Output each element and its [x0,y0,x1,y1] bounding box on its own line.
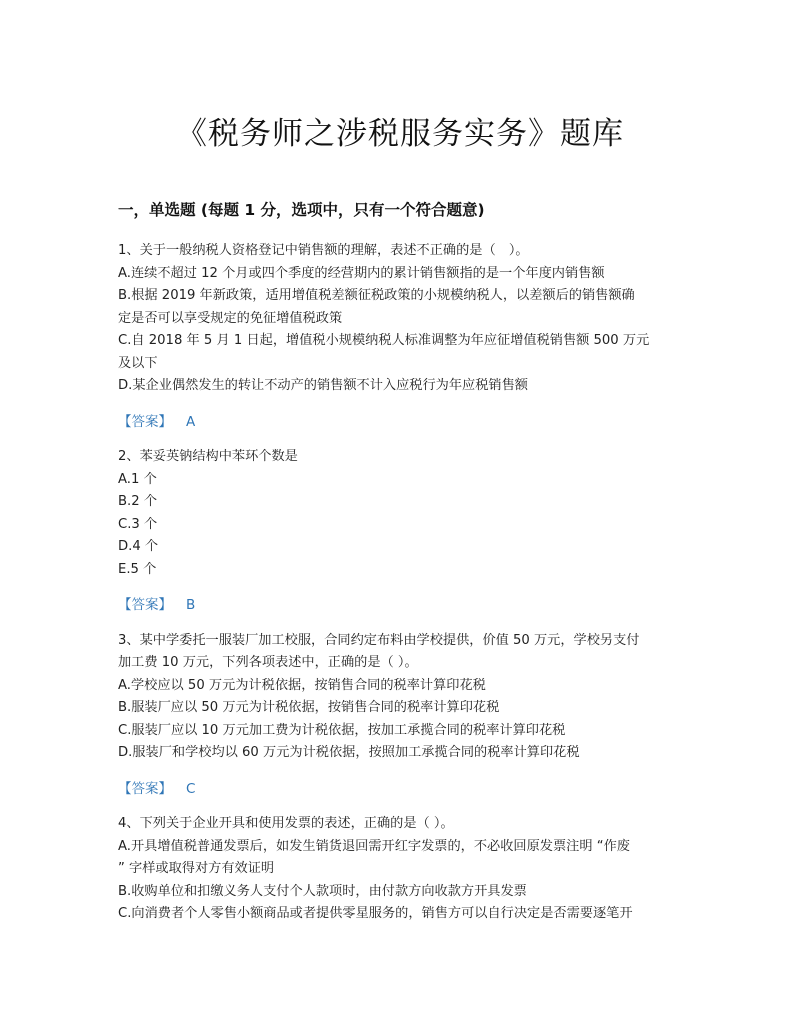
option-line: B.根据 2019 年新政策，适用增值税差额征税政策的小规模纳税人，以差额后的销售额确 [118,288,635,303]
option-line: C.向消费者个人零售小额商品或者提供零星服务的，销售方可以自行决定是否需要逐笔开 [118,906,633,921]
question-stem-line: 2、苯妥英钠结构中苯环个数是 [118,449,298,464]
question-block [118,240,683,433]
option-line: C.3 个 [118,516,158,532]
question-block [118,446,683,617]
question-stem-line: 3、某中学委托一服装厂加工校服，合同约定布料由学校提供，价值 50 万元，学校另支付 [118,632,640,648]
option-line: A.连续不超过 12 个月或四个季度的经营期内的累计销售额指的是一个年度内销售额 [118,265,605,281]
option-line: E.5 个 [118,561,157,577]
answer-option [118,491,683,514]
answer-line [118,778,683,801]
option-line: D.某企业偶然发生的转让不动产的销售额不计入应税行为年应税销售额 [118,378,528,393]
option-line: B.收购单位和扣缴义务人支付个人款项时，由付款方向收款方开具发票 [118,883,527,899]
option-line: D.服装厂和学校均以 60 万元为计税依据，按照加工承揽合同的税率计算印花税 [118,745,580,760]
answer-option [118,469,683,492]
answer-value: C [186,780,196,797]
answer-option [118,514,683,537]
option-line: B.服装厂应以 50 万元为计税依据，按销售合同的税率计算印花税 [118,700,500,715]
answer-option [118,903,683,926]
question-list [118,240,683,926]
question-block [118,630,683,801]
answer-option [118,836,683,881]
answer-option [118,536,683,559]
answer-option [118,263,683,286]
answer-value: B [186,597,196,613]
option-line: A.1 个 [118,471,157,487]
answer-option [118,285,683,330]
question-stem-line: 4、下列关于企业开具和使用发票的表述，正确的是（ ）。 [118,816,454,831]
answer-value: A [186,413,196,430]
answer-option [118,330,683,375]
answer-option [118,742,683,765]
question-stem-line: 1、关于一般纳税人资格登记中销售额的理解，表述不正确的是（ ）。 [118,243,529,258]
option-line: A.学校应以 50 万元为计税依据，按销售合同的税率计算印花税 [118,677,486,693]
option-line: D.4 个 [118,539,159,554]
option-line: 及以下 [118,355,158,371]
answer-option [118,375,683,398]
answer-line [118,594,683,617]
question-block [118,813,683,926]
question-stem-line: 加工费 10 万元，下列各项表述中，正确的是（ ）。 [118,655,418,670]
answer-option [118,697,683,720]
answer-option [118,720,683,743]
option-line: ” 字样或取得对方有效证明 [118,861,275,876]
document-title: 《税务师之涉税服务实务》题库 [176,116,624,152]
answer-option [118,881,683,904]
answer-option [118,675,683,698]
section-heading: 一，单选题 (每题 1 分，选项中，只有一个符合题意) [118,201,485,219]
option-line: C.服装厂应以 10 万元加工费为计税依据，按加工承揽合同的税率计算印花税 [118,722,566,738]
answer-label: 【答案】 [118,780,172,797]
answer-label: 【答案】 [118,413,172,430]
answer-line [118,411,683,434]
answer-option [118,559,683,582]
option-line: B.2 个 [118,494,158,509]
option-line: A.开具增值税普通发票后，如发生销货退回需开红字发票的，不必收回原发票注明 “作废 [118,838,630,854]
answer-label: 【答案】 [118,597,172,613]
option-line: 定是否可以享受规定的免征增值税政策 [118,310,343,326]
option-line: C.自 2018 年 5 月 1 日起，增值税小规模纳税人标准调整为年应征增值税销售额 500 万元 [118,333,650,348]
